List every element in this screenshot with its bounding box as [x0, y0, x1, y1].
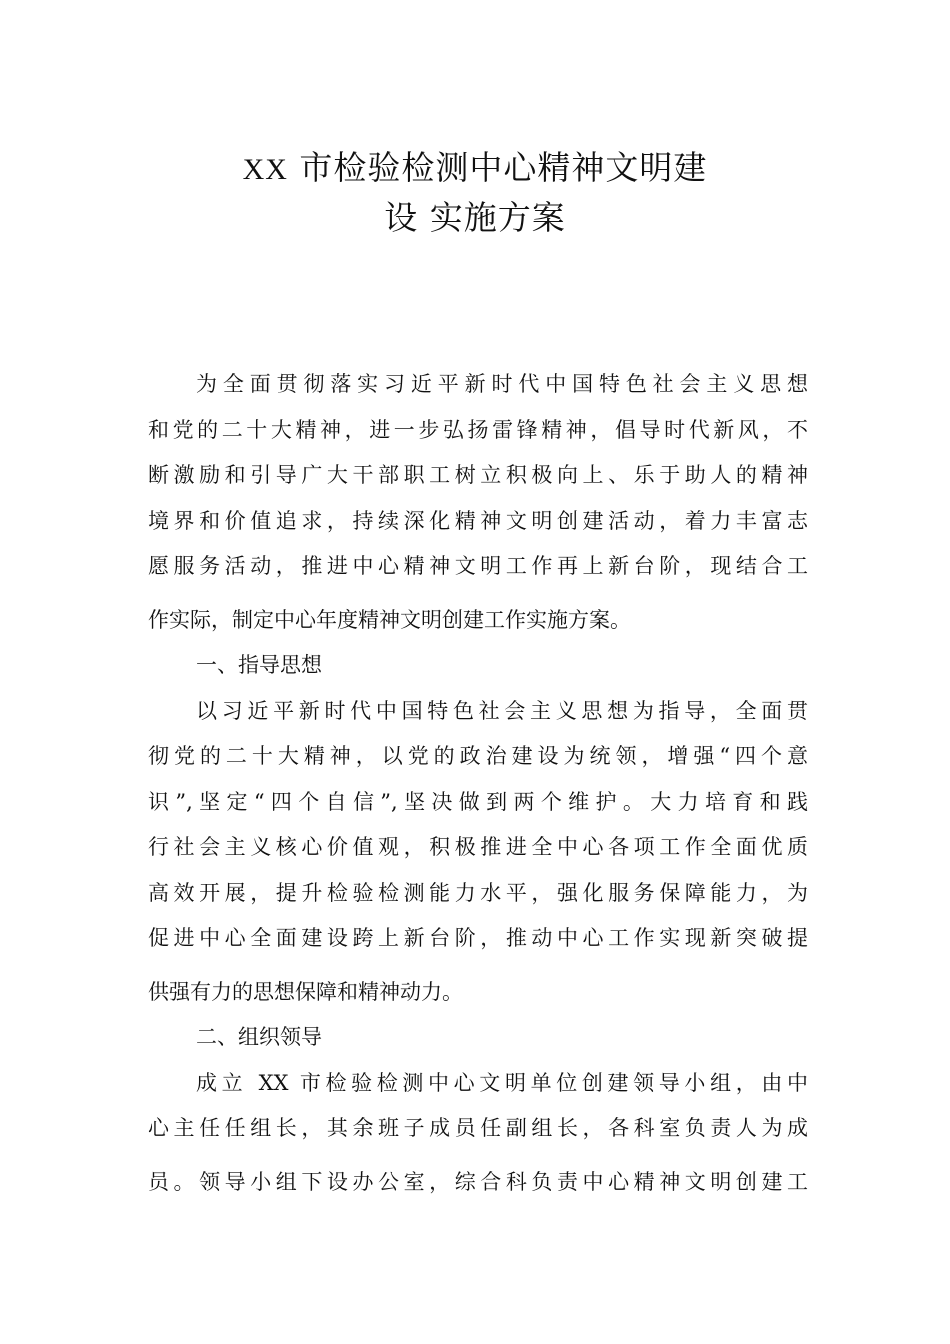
- document-title-line-1: [0, 142, 950, 189]
- paragraph-line: 成立 XX 市检验检测中心文明单位创建领导小组，由中: [196, 1070, 808, 1095]
- paragraph-line: 彻党的二十大精神，以党的政治建设为统领，增强“四个意: [148, 744, 808, 768]
- paragraph-line: 行社会主义核心价值观，积极推进全中心各项工作全面优质: [148, 835, 808, 859]
- paragraph-line: 为全面贯彻落实习近平新时代中国特色社会主义思想: [196, 372, 808, 396]
- paragraph-line: 作实际，制定中心年度精神文明创建工作实施方案。: [148, 607, 631, 632]
- paragraph-line: 愿服务活动，推进中心精神文明工作再上新台阶，现结合工: [148, 554, 808, 578]
- section-heading: 二、组织领导: [196, 1025, 322, 1049]
- paragraph-line: 境界和价值追求，持续深化精神文明创建活动，着力丰富志: [148, 508, 808, 533]
- paragraph-line: 断激励和引导广大干部职工树立积极向上、乐于助人的精神: [148, 463, 808, 487]
- paragraph-line: 识”,坚定“四个自信”,坚决做到两个维护。大力培育和践: [148, 789, 808, 814]
- document-title-line-2: 设 实施方案: [384, 198, 566, 237]
- title-text: 市检验检测中心精神文明建: [299, 148, 708, 187]
- paragraph-line: 和党的二十大精神，进一步弘扬雷锋精神，倡导时代新风，不: [148, 417, 808, 442]
- paragraph-line: 供强有力的思想保障和精神动力。: [148, 979, 463, 1004]
- paragraph-line: 促进中心全面建设跨上新台阶，推动中心工作实现新突破提: [148, 926, 808, 950]
- section-heading: 一、指导思想: [196, 653, 322, 677]
- paragraph-line: 高效开展，提升检验检测能力水平，强化服务保障能力，为: [148, 880, 808, 905]
- document-body: [148, 362, 808, 1205]
- title-prefix: XX: [242, 153, 288, 186]
- paragraph-line: 心主任任组长，其余班子成员任副组长，各科室负责人为成: [148, 1116, 808, 1140]
- paragraph-line: 以习近平新时代中国特色社会主义思想为指导，全面贯: [196, 698, 808, 723]
- paragraph-line: 员。领导小组下设办公室，综合科负责中心精神文明创建工: [148, 1169, 808, 1194]
